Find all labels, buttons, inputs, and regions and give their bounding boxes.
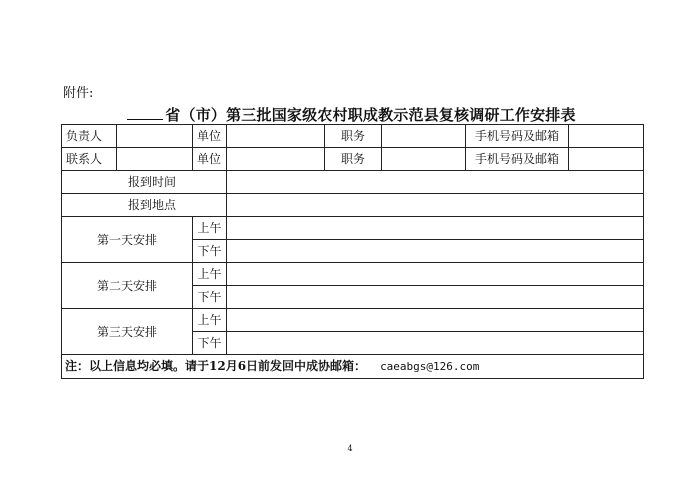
- table-row: [62, 171, 644, 194]
- page-title: [60, 104, 643, 125]
- day3-afternoon-cell[interactable]: [227, 332, 644, 355]
- attachment-label: 附件:: [63, 86, 94, 101]
- day1-morning-label: 上午: [193, 217, 227, 240]
- responsible-unit-cell[interactable]: [227, 125, 325, 148]
- table-row: [62, 148, 644, 171]
- responsible-contact-cell[interactable]: [569, 125, 644, 148]
- day2-label: 第二天安排: [62, 263, 193, 309]
- day1-morning-cell[interactable]: [227, 217, 644, 240]
- report-place-cell[interactable]: [227, 194, 644, 217]
- day2-morning-label: 上午: [193, 263, 227, 286]
- day3-afternoon-label: 下午: [193, 332, 227, 355]
- contact-email: caeabgs@126.com: [380, 360, 480, 373]
- day3-morning-cell[interactable]: [227, 309, 644, 332]
- report-place-label: 报到地点: [62, 194, 227, 217]
- report-time-cell[interactable]: [227, 171, 644, 194]
- liaison-contact-cell[interactable]: [569, 148, 644, 171]
- table-row: [62, 309, 644, 332]
- responsible-position-cell[interactable]: [382, 125, 466, 148]
- title-blank-line: [127, 106, 163, 120]
- responsible-name-cell[interactable]: [117, 125, 193, 148]
- schedule-table: [61, 124, 644, 379]
- day1-label: 第一天安排: [62, 217, 193, 263]
- table-row: [62, 217, 644, 240]
- table-row: [62, 194, 644, 217]
- responsible-position-label: 职务: [325, 125, 382, 148]
- liaison-position-cell[interactable]: [382, 148, 466, 171]
- table-row: [62, 263, 644, 286]
- day3-label: 第三天安排: [62, 309, 193, 355]
- responsible-label: 负责人: [62, 125, 117, 148]
- day1-afternoon-label: 下午: [193, 240, 227, 263]
- liaison-position-label: 职务: [325, 148, 382, 171]
- liaison-contact-label: 手机号码及邮箱: [466, 148, 569, 171]
- note-row: [62, 355, 644, 379]
- title-text: 省（市）第三批国家级农村职成教示范县复核调研工作安排表: [165, 106, 576, 124]
- responsible-unit-label: 单位: [193, 125, 227, 148]
- table-row: [62, 355, 644, 379]
- day2-morning-cell[interactable]: [227, 263, 644, 286]
- liaison-name-cell[interactable]: [117, 148, 193, 171]
- liaison-unit-cell[interactable]: [227, 148, 325, 171]
- liaison-label: 联系人: [62, 148, 117, 171]
- page-number: 4: [347, 444, 353, 453]
- responsible-contact-label: 手机号码及邮箱: [466, 125, 569, 148]
- day2-afternoon-label: 下午: [193, 286, 227, 309]
- note-text: 注：以上信息均必填。请于12月6日前发回中成协邮箱：: [65, 359, 367, 373]
- liaison-unit-label: 单位: [193, 148, 227, 171]
- day2-afternoon-cell[interactable]: [227, 286, 644, 309]
- day1-afternoon-cell[interactable]: [227, 240, 644, 263]
- day3-morning-label: 上午: [193, 309, 227, 332]
- report-time-label: 报到时间: [62, 171, 227, 194]
- table-row: [62, 125, 644, 148]
